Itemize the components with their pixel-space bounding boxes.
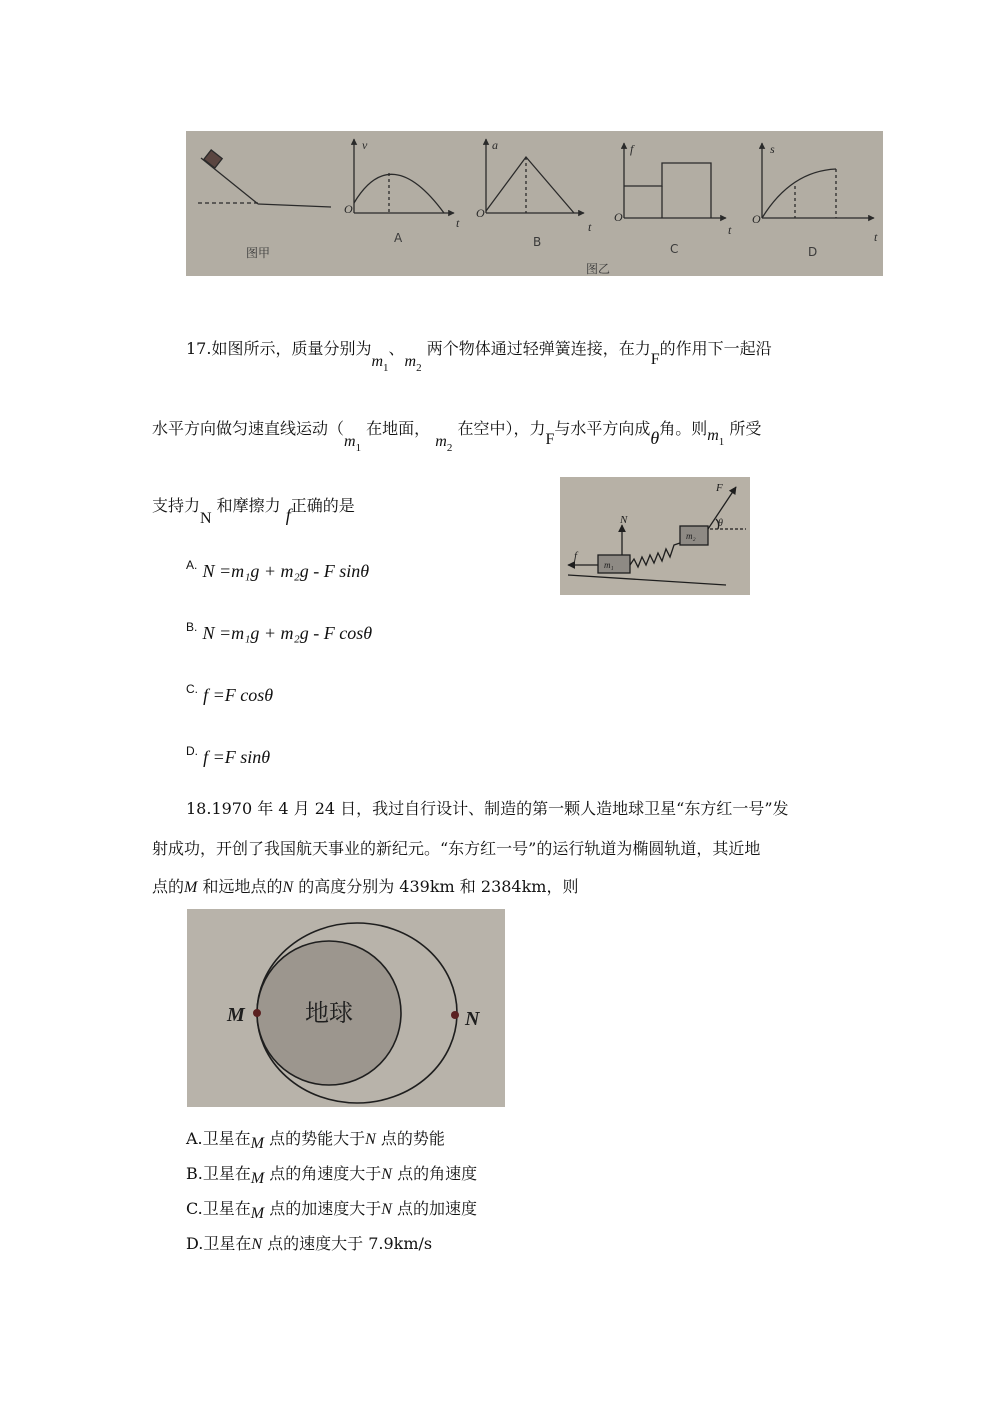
q17-option-c: $^{C.}$ f =F cosθ bbox=[186, 682, 274, 705]
q18-orbit-svg bbox=[187, 909, 505, 1107]
spring bbox=[630, 543, 680, 567]
var-theta: θ bbox=[650, 428, 660, 448]
ground-line bbox=[568, 575, 726, 585]
graph-c-steps bbox=[624, 163, 711, 218]
q18-option-a: A.卫星在M 点的势能大于N 点的势能 bbox=[186, 1129, 445, 1152]
var-m1: $m_1$ bbox=[344, 433, 362, 454]
q17-number: 17. bbox=[186, 339, 212, 358]
point-N bbox=[451, 1011, 459, 1019]
label-m2: m₂ bbox=[686, 531, 696, 541]
q17-option-a: $^{A.}$ N =m₁g + m₂g - F sinθ bbox=[186, 558, 370, 581]
var-m2: $m_2$ bbox=[404, 353, 422, 374]
var-m1: $m_1$ bbox=[371, 353, 389, 374]
option-d-expr: f =F sinθ bbox=[203, 747, 271, 767]
q17-line2: 水平方向做匀速直线运动（$m_1$ 在地面， $m_2$ 在空中），力F与水平方向成θ角。则$m_1$ 所受 bbox=[152, 419, 762, 454]
q18-line2: 射成功，开创了我国航天事业的新纪元。“东方红一号”的运行轨道为椭圆轨道，其近地 bbox=[152, 839, 761, 858]
label-theta: θ bbox=[718, 518, 723, 529]
graph-a-label: A bbox=[394, 231, 403, 245]
graph-d-curve bbox=[762, 169, 836, 218]
graph-c-yaxis: f bbox=[630, 142, 634, 156]
q18-line1: 18.1970 年 4 月 24 日，我过自行设计、制造的第一颗人造地球卫星“东方红一号”发 bbox=[186, 799, 789, 818]
graph-a-xaxis: t bbox=[456, 216, 460, 230]
var-F: F bbox=[650, 351, 660, 368]
graph-b-label: B bbox=[533, 235, 542, 249]
graph-b-yaxis: a bbox=[492, 138, 498, 152]
graph-d-origin: O bbox=[752, 212, 761, 226]
ground-line bbox=[258, 204, 331, 207]
var-M: M bbox=[184, 879, 198, 896]
option-c-expr: f =F cosθ bbox=[203, 685, 274, 705]
incline-line bbox=[201, 158, 258, 204]
graph-c-origin: O bbox=[614, 210, 623, 224]
option-a-expr: N =m₁g + m₂g - F sinθ bbox=[202, 561, 370, 581]
graph-a-curve bbox=[354, 174, 444, 213]
label-N: N bbox=[620, 514, 628, 526]
q18-line3: 点的M 和远地点的N 的高度分别为 439km 和 2384km，则 bbox=[152, 877, 579, 896]
label-m1: m₁ bbox=[604, 560, 614, 570]
var-m2: $m_2$ bbox=[435, 433, 453, 454]
label-N: N bbox=[465, 1008, 480, 1030]
q17-option-b: $^{B.}$ N =m₁g + m₂g - F cosθ bbox=[186, 620, 373, 643]
block-m1 bbox=[598, 555, 630, 573]
graph-a-yaxis: v bbox=[362, 138, 368, 152]
var-F: F bbox=[545, 431, 555, 448]
graph-d-xaxis: t bbox=[874, 230, 878, 244]
var-m1: $m_1$ bbox=[707, 427, 725, 448]
graph-a-origin: O bbox=[344, 202, 353, 216]
label-f: f bbox=[574, 550, 578, 562]
var-N: N bbox=[200, 510, 212, 527]
label-M: M bbox=[227, 1004, 245, 1026]
fig16-svg bbox=[186, 131, 883, 276]
graph-b-line bbox=[486, 157, 574, 213]
graph-c-xaxis: t bbox=[728, 223, 732, 237]
graph-c-label: C bbox=[670, 242, 679, 256]
option-b-expr: N =m₁g + m₂g - F cosθ bbox=[202, 623, 373, 643]
fig16-panel bbox=[186, 131, 883, 276]
q17-option-d: $^{D.}$ f =F sinθ bbox=[186, 744, 271, 767]
graph-d-label: D bbox=[808, 245, 818, 259]
fig-jia-caption: 图甲 bbox=[246, 246, 271, 260]
graph-d-yaxis: s bbox=[770, 142, 775, 156]
point-M bbox=[253, 1009, 261, 1017]
label-F: F bbox=[716, 482, 723, 494]
q17-figure bbox=[560, 477, 750, 595]
q18-option-b: B.卫星在M 点的角速度大于N 点的角速度 bbox=[186, 1164, 478, 1187]
var-f: f bbox=[285, 505, 291, 525]
q17-line3: 支持力N 和摩擦力 f正确的是 bbox=[152, 496, 355, 527]
q17-line1: 17.如图所示，质量分别为$m_1$、$m_2$ 两个物体通过轻弹簧连接，在力F的作用下一起沿 bbox=[186, 339, 772, 374]
q18-option-c: C.卫星在M 点的加速度大于N 点的加速度 bbox=[186, 1199, 477, 1222]
graph-b-xaxis: t bbox=[588, 220, 592, 234]
graph-b-origin: O bbox=[476, 206, 485, 220]
q17-figure-svg bbox=[560, 477, 750, 595]
var-N: N bbox=[282, 879, 294, 896]
sliding-block bbox=[204, 150, 222, 168]
earth-label: 地球 bbox=[305, 999, 353, 1027]
fig-yi-caption: 图乙 bbox=[586, 262, 611, 276]
q18-orbit-figure bbox=[187, 909, 505, 1107]
q18-option-d: D.卫星在N 点的速度大于 7.9km/s bbox=[186, 1234, 433, 1253]
